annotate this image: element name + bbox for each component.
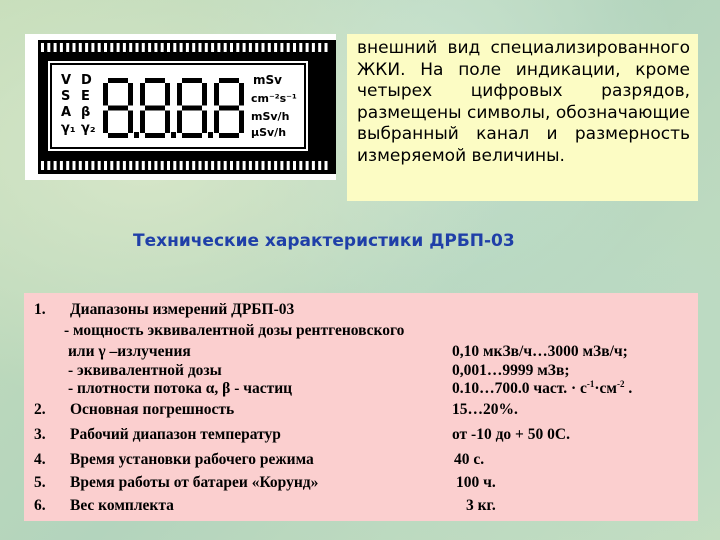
lcd-display-image bbox=[25, 34, 336, 180]
lcd-segment bbox=[202, 111, 207, 134]
lcd-segment bbox=[128, 83, 133, 106]
spec-sub-label: - эквивалентной дозы bbox=[68, 362, 222, 379]
lcd-unit-msvh: mSv/h bbox=[251, 110, 290, 123]
spec-label: Диапазоны измерений ДРБП-03 bbox=[70, 301, 295, 318]
lcd-segment bbox=[165, 111, 170, 134]
lcd-segment bbox=[219, 133, 239, 138]
spec-label: Время установки рабочего режима bbox=[70, 451, 314, 468]
lcd-segment bbox=[177, 111, 182, 134]
lcd-symbol-v: V bbox=[61, 73, 72, 88]
lcd-segment bbox=[128, 111, 133, 134]
lcd-symbol-gamma1: γ₁ bbox=[61, 121, 76, 136]
spec-label: Рабочий диапазон температур bbox=[70, 426, 281, 443]
lcd-decimal-point bbox=[171, 132, 176, 138]
section-heading: Технические характеристики ДРБП-03 bbox=[133, 231, 515, 251]
lcd-segment bbox=[177, 83, 182, 106]
lcd-symbol-gamma2: γ₂ bbox=[81, 121, 96, 136]
spec-value: 100 ч. bbox=[456, 474, 496, 491]
spec-sub-value: 0,10 мкЗв/ч…3000 мЗв/ч; bbox=[452, 343, 628, 360]
lcd-segment bbox=[239, 83, 244, 106]
lcd-segment bbox=[103, 111, 108, 134]
spec-label: Основная погрешность bbox=[70, 401, 235, 418]
spec-value: 3 кг. bbox=[466, 497, 496, 514]
lcd-unit-flux: cm⁻²s⁻¹ bbox=[251, 92, 297, 105]
spec-sub-label: - мощность эквивалентной дозы рентгеновского bbox=[64, 322, 405, 339]
lcd-segment bbox=[103, 83, 108, 106]
spec-number: 5. bbox=[34, 474, 46, 491]
spec-sub-label: - плотности потока α, β - частиц bbox=[68, 380, 293, 397]
description-text: внешний вид специализированного ЖКИ. На поле индикации, кроме четырех цифровых разрядов, размещены символы, обозначающие выбранный канал и размерность измеряемой величины. bbox=[357, 38, 690, 166]
lcd-segment bbox=[239, 111, 244, 134]
lcd-segment bbox=[140, 83, 145, 106]
lcd-symbol-a: A bbox=[61, 105, 72, 120]
spec-sub-value: 0.10…700.0 част. · $с^{-1}\cdot см^{-2}$ . bbox=[452, 378, 633, 397]
lcd-segment bbox=[219, 78, 239, 83]
lcd-segment bbox=[219, 106, 239, 111]
lcd-segment bbox=[108, 133, 128, 138]
lcd-segment bbox=[145, 133, 165, 138]
lcd-decimal-point bbox=[208, 132, 213, 138]
lcd-segment bbox=[214, 83, 219, 106]
description-box bbox=[347, 34, 698, 201]
spec-label: Вес комплекта bbox=[70, 497, 174, 514]
spec-value: 15…20%. bbox=[452, 401, 518, 418]
lcd-segment bbox=[182, 78, 202, 83]
lcd-symbol-e: E bbox=[81, 89, 90, 104]
lcd-symbol-beta: β bbox=[81, 105, 91, 120]
lcd-segment bbox=[145, 78, 165, 83]
spec-number: 3. bbox=[34, 426, 46, 443]
lcd-segment bbox=[182, 106, 202, 111]
spec-label: Время работы от батареи «Корунд» bbox=[70, 474, 319, 491]
lcd-unit-usvh: μSv/h bbox=[251, 126, 287, 139]
lcd-symbol-d: D bbox=[81, 73, 92, 88]
lcd-segment bbox=[214, 111, 219, 134]
spec-number: 1. bbox=[34, 301, 46, 318]
lcd-segment bbox=[202, 83, 207, 106]
lcd-decimal-point bbox=[134, 132, 139, 138]
lcd-segment bbox=[182, 133, 202, 138]
spec-number: 4. bbox=[34, 451, 46, 468]
lcd-segment bbox=[165, 83, 170, 106]
lcd-segment bbox=[140, 111, 145, 134]
spec-value: от -10 до + 50 0С. bbox=[452, 426, 570, 443]
spec-sub-label: или γ –излучения bbox=[68, 343, 191, 360]
spec-number: 2. bbox=[34, 401, 46, 418]
spec-value: 40 с. bbox=[454, 451, 485, 468]
lcd-display-drawing bbox=[25, 34, 336, 180]
lcd-segment bbox=[108, 106, 128, 111]
lcd-symbol-s: S bbox=[61, 89, 71, 104]
spec-sub-value: 0,001…9999 мЗв; bbox=[452, 362, 570, 379]
lcd-segment bbox=[145, 106, 165, 111]
lcd-segment bbox=[108, 78, 128, 83]
specs-panel bbox=[24, 293, 698, 521]
spec-number: 6. bbox=[34, 497, 46, 514]
lcd-unit-msv: mSv bbox=[253, 73, 282, 87]
